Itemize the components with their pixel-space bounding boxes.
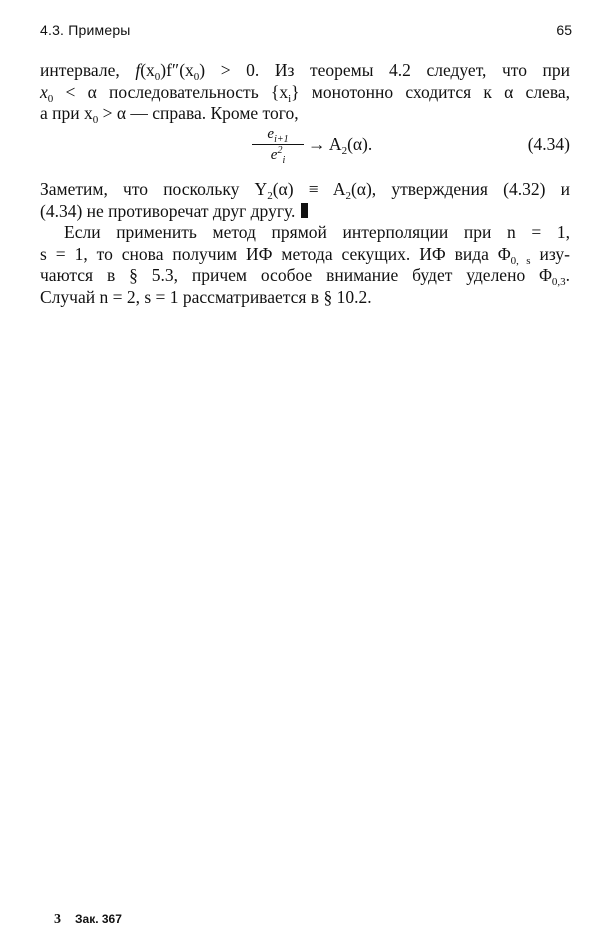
text-line: (4.34) не противоречат друг другу. — [40, 201, 570, 223]
text-line: s = 1, то снова получим ИФ метода секущих. ИФ вида $\Phi_{0, s}$ изу- — [40, 243, 570, 267]
order-number: Зак. 367 — [75, 912, 122, 926]
equation-rhs: → $A_2(\alpha)$. — [308, 134, 373, 157]
equation-number: (4.34) — [527, 134, 570, 154]
text-line: Если применить метод прямой интерполяции при n = 1, — [64, 222, 570, 242]
text-line: Случай n = 2, s = 1 рассматривается в § 10.2. — [40, 286, 372, 307]
end-of-proof-icon — [301, 203, 308, 218]
paragraph-intro — [40, 60, 570, 125]
section-title: 4.3. Примеры — [40, 22, 131, 38]
running-header — [40, 22, 572, 40]
text-line: а при $x_0 > \alpha$ — справа. Кроме того, — [40, 103, 299, 126]
fraction-denominator: $e^2_i$ — [270, 145, 286, 166]
printer-signature — [54, 912, 122, 928]
fraction-numerator: $e_{i+1}$ — [252, 124, 304, 145]
text-line: чаются в § 5.3, причем особое внимание будет уделено $\Phi_{0,3}$. — [40, 265, 570, 288]
signature-mark: 3 — [54, 912, 61, 927]
text-line: $x_0 < \alpha$ последовательность $\{x_i\}$ монотонно сходится к α слева, — [40, 81, 570, 105]
page-number: 65 — [556, 22, 572, 38]
text-line: интервале, $f(x_0)f''(x_0) > 0$. Из теоремы 4.2 следует, что при — [40, 60, 570, 83]
text-line: Заметим, что поскольку $Y_2(\alpha) \equiv A_2(\alpha)$, утверждения (4.32) и — [40, 179, 570, 202]
fraction — [252, 124, 304, 165]
equation-4-34 — [40, 124, 570, 168]
paragraph-remark — [40, 179, 570, 308]
